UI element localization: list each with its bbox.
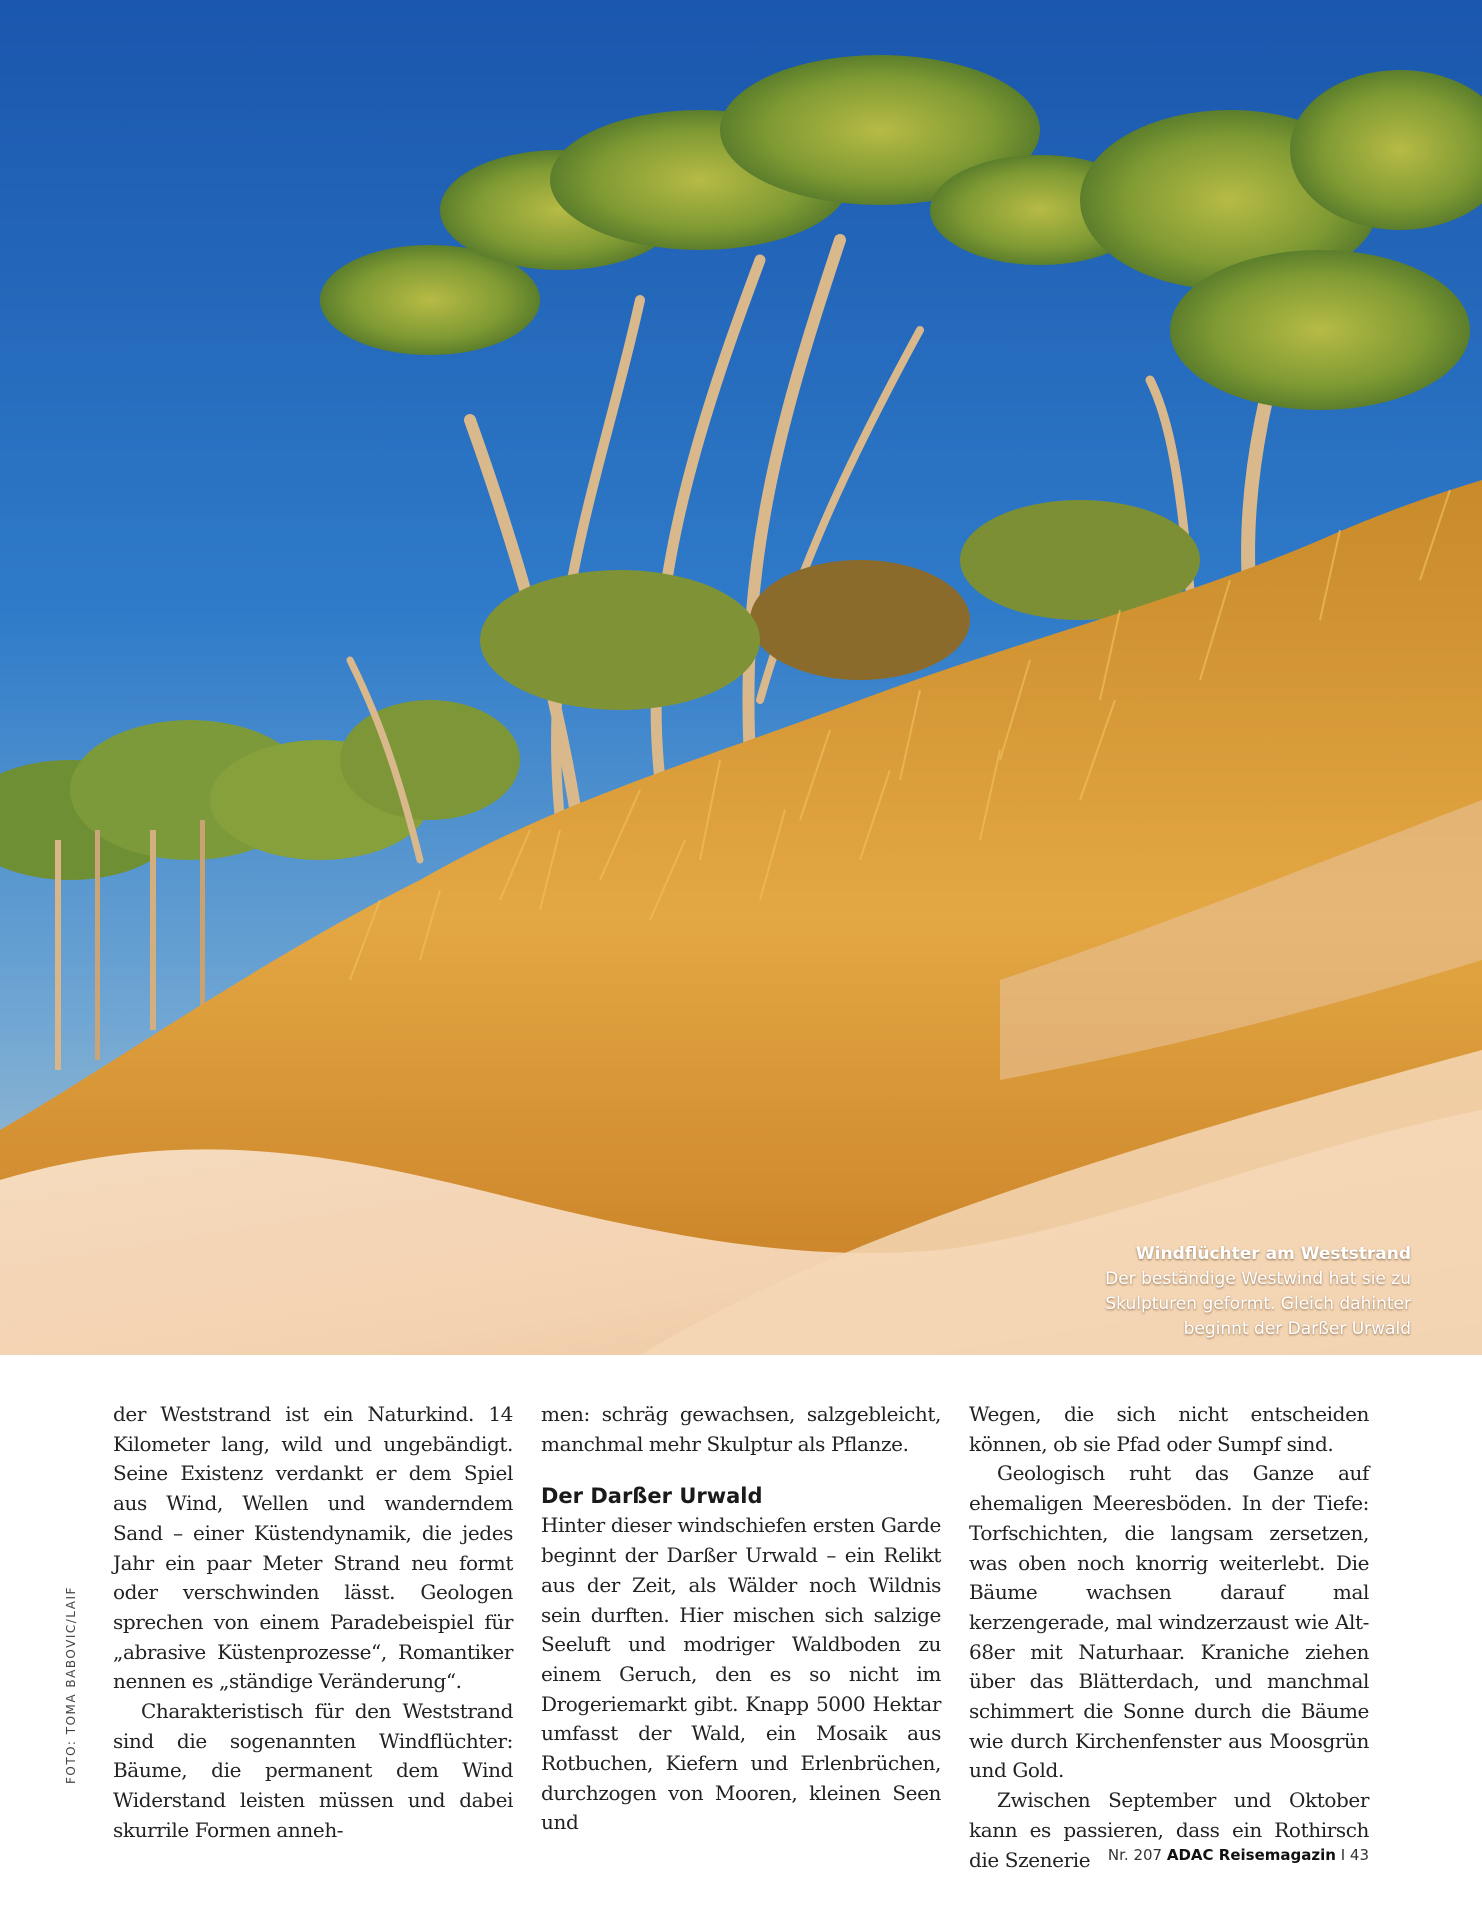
section-heading: Der Darßer Urwald xyxy=(541,1484,763,1509)
article-column-3 xyxy=(969,1400,1369,1875)
paragraph: Wegen, die sich nicht entscheiden können, ob sie Pfad oder Sumpf sind. xyxy=(969,1402,1369,1456)
caption-title: Windflüchter am Weststrand xyxy=(1135,1244,1411,1264)
page-number: 43 xyxy=(1349,1846,1369,1864)
paragraph: Zwischen September und Oktober kann es passieren, dass ein Rothirsch die Szenerie xyxy=(969,1788,1369,1872)
article-column-1 xyxy=(113,1400,513,1846)
page-footer xyxy=(1108,1846,1369,1864)
paragraph: Geologisch ruht das Ganze auf ehemaligen Meeresböden. In der Tiefe: Torfschichten, die langsam zersetzen, was oben noch knorrig weiterlebt. Die Bäume wachsen darauf mal kerzengerade, mal windzerzaust wie Alt-68er mit Naturhaar. Kraniche ziehen über das Blätterdach, und manchmal schimmert die Sonne durch die Bäume wie durch Kirchenfenster aus Moosgrün und Gold. xyxy=(969,1461,1369,1783)
photo-credit: FOTO: TOMA BABOVIC/LAIF xyxy=(64,1586,78,1784)
issue-number: Nr. 207 xyxy=(1107,1846,1163,1864)
article-column-2 xyxy=(541,1400,941,1838)
caption-text: Der beständige Westwind hat sie zu Skulpturen geformt. Gleich dahinter beginnt der Darßer Urwald xyxy=(1105,1269,1411,1339)
photo-caption xyxy=(1051,1242,1411,1342)
paragraph: der Weststrand ist ein Naturkind. 14 Kilometer lang, wild und ungebändigt. Seine Existenz verdankt er dem Spiel aus Wind, Wellen und wanderndem Sand – einer Küstendynamik, die jedes Jahr ein paar Meter Strand neu formt oder verschwinden lässt. Geologen sprechen von einem Paradebeispiel für „abrasive Küstenprozesse“, Romantiker nennen es „ständige Veränderung“. xyxy=(113,1402,513,1694)
paragraph: Hinter dieser windschiefen ersten Garde beginnt der Darßer Urwald – ein Relikt aus der Zeit, als Wälder noch Wildnis sein durften. Hier mischen sich salzige Seeluft und modriger Waldboden zu einem Geruch, den es so nicht im Drogeriemarkt gibt. Knapp 5000 Hektar umfasst der Wald, ein Mosaik aus Rotbuchen, Kiefern und Erlenbrüchen, durchzogen von Mooren, kleinen Seen und xyxy=(541,1513,941,1835)
paragraph: men: schräg gewachsen, salzgebleicht, manchmal mehr Skulptur als Pflanze. xyxy=(541,1402,941,1456)
footer-separator: I xyxy=(1340,1846,1346,1864)
magazine-name: ADAC Reisemagazin xyxy=(1166,1846,1336,1864)
paragraph: Charakteristisch für den Weststrand sind die sogenannten Windflüchter: Bäume, die permanent dem Wind Widerstand leisten müssen und dabei skurrile Formen anneh- xyxy=(113,1699,513,1842)
